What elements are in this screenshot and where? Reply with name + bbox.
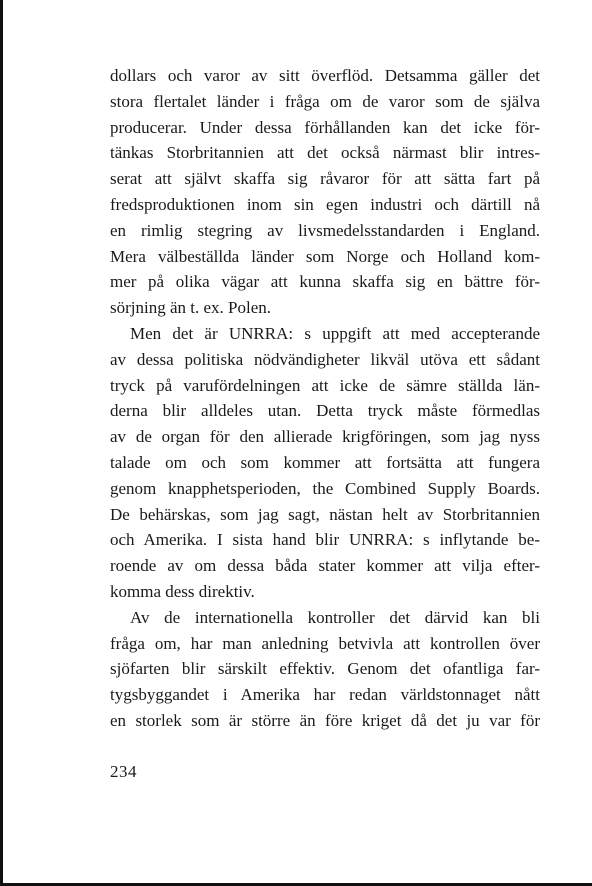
text-line: av dessa politiska nödvändigheter likväl utöva ett sådant — [110, 349, 540, 369]
text-line: stora flertalet länder i fråga om de varor som de själva — [110, 91, 540, 111]
text-line: tänkas Storbritannien att det också närmast blir intres- — [110, 143, 540, 163]
page-number: 234 — [110, 762, 137, 781]
text-line: derna blir alldeles utan. Detta tryck måste förmedlas — [110, 401, 540, 421]
text-line: sjöfarten blir särskilt effektiv. Genom det ofantliga far- — [110, 659, 540, 679]
body-text — [110, 63, 540, 734]
text-line: talade om och som kommer att fortsätta att fungera — [110, 452, 540, 472]
text-line: Av de internationella kontroller det därvid kan bli — [130, 607, 540, 627]
page-left-edge-rule — [0, 0, 3, 886]
text-line: genom knapphetsperioden, the Combined Supply Boards. — [110, 478, 540, 498]
text-line: producerar. Under dessa förhållanden kan det icke för- — [110, 117, 540, 137]
text-line: mer på olika vägar att kunna skaffa sig en bättre för- — [110, 272, 540, 292]
text-line: roende av om dessa båda stater kommer att vilja efter- — [110, 556, 540, 576]
text-line: och Amerika. I sista hand blir UNRRA: s inflytande be- — [110, 530, 540, 550]
text-line: komma dess direktiv. — [110, 581, 255, 601]
text-line: fråga om, har man anledning betvivla att kontrollen över — [110, 633, 540, 653]
text-line: dollars och varor av sitt överflöd. Detsamma gäller det — [110, 66, 540, 85]
text-line: fredsproduktionen inom sin egen industri och därtill nå — [110, 194, 540, 214]
text-line: en storlek som är större än före kriget då det ju var för — [110, 710, 540, 730]
text-line: De behärskas, som jag sagt, nästan helt av Storbritannien — [110, 504, 540, 524]
text-line: en rimlig stegring av livsmedelsstandarden i England. — [110, 220, 540, 240]
text-line: av de organ för den allierade krigföringen, som jag nyss — [110, 427, 540, 447]
text-line: sörjning än t. ex. Polen. — [110, 298, 272, 318]
text-line: serat att självt skaffa sig råvaror för att sätta fart på — [110, 169, 540, 189]
text-line: tygsbyggandet i Amerika har redan världstonnaget nått — [110, 685, 540, 705]
text-line: Men det är UNRRA: s uppgift att med accepterande — [130, 323, 540, 343]
text-line: Mera välbeställda länder som Norge och Holland kom- — [110, 246, 540, 266]
text-line: tryck på varufördelningen att icke de sämre ställda län- — [110, 375, 540, 395]
